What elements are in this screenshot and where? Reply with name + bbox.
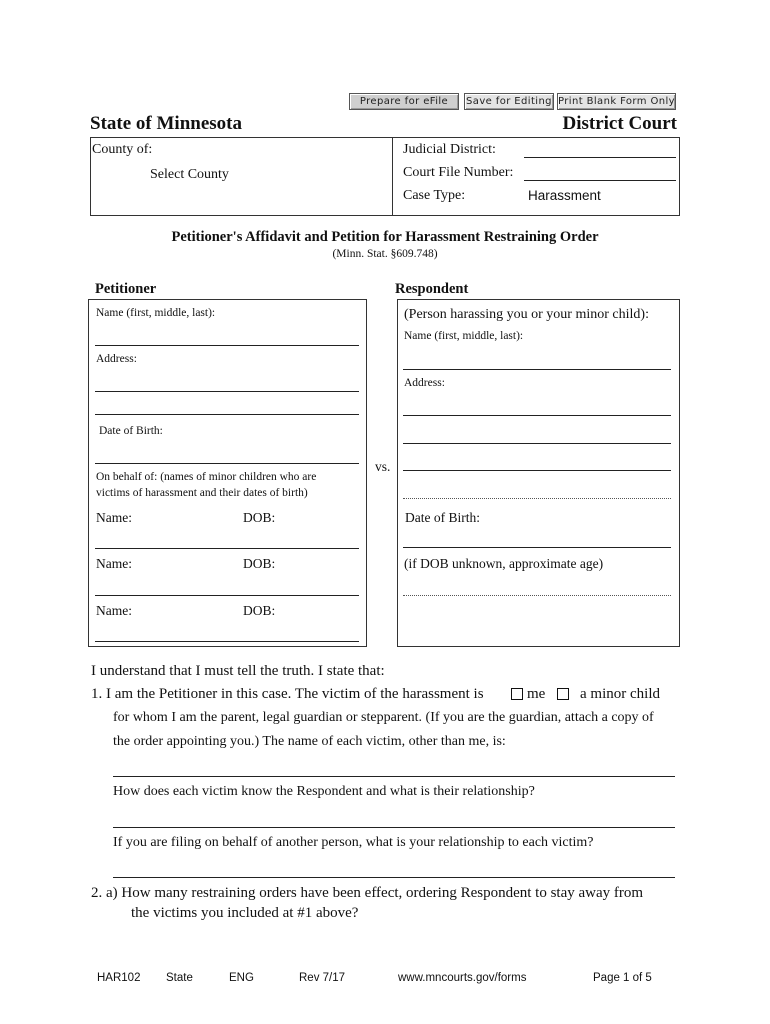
respondent-approx-age-field[interactable] — [403, 595, 671, 596]
q1-line3: the order appointing you.) The name of each victim, other than me, is: — [113, 734, 506, 749]
footer-url[interactable]: www.mncourts.gov/forms — [398, 972, 527, 984]
state-heading: State of Minnesota — [90, 113, 242, 134]
behalf-label-line1: On behalf of: (names of minor children who are — [96, 471, 317, 483]
footer-state: State — [166, 972, 193, 984]
petitioner-name-field[interactable] — [95, 345, 359, 346]
respondent-description: (Person harassing you or your minor child): — [404, 307, 649, 322]
file-number-field[interactable] — [524, 180, 676, 181]
child-1-field[interactable] — [95, 548, 359, 549]
child-2-name-label: Name: — [96, 556, 132, 571]
q1-line2: for whom I am the parent, legal guardian or stepparent. (If you are the guardian, attach a copy of — [113, 710, 654, 725]
petitioner-address-field-1[interactable] — [95, 391, 359, 392]
county-label: County of: — [92, 142, 153, 157]
respondent-name-field[interactable] — [403, 369, 671, 370]
relationship-victim-field[interactable] — [113, 877, 675, 878]
court-heading: District Court — [562, 113, 677, 134]
respondent-heading: Respondent — [395, 281, 469, 297]
child-3-name-label: Name: — [96, 603, 132, 618]
footer-page-number: Page 1 of 5 — [593, 972, 652, 984]
child-2-dob-label: DOB: — [243, 556, 276, 571]
save-for-editing-button[interactable]: Save for Editing — [464, 93, 554, 110]
relationship-respondent-field[interactable] — [113, 827, 675, 828]
county-select[interactable]: Select County — [150, 167, 229, 182]
respondent-address-label: Address: — [404, 377, 445, 389]
child-1-dob-label: DOB: — [243, 510, 276, 525]
child-3-dob-label: DOB: — [243, 603, 276, 618]
petitioner-name-label: Name (first, middle, last): — [96, 307, 216, 319]
respondent-dob-field[interactable] — [403, 547, 671, 548]
respondent-dob-label: Date of Birth: — [405, 510, 480, 525]
truth-statement: I understand that I must tell the truth. I state that: — [91, 663, 385, 679]
respondent-address-field-1[interactable] — [403, 415, 671, 416]
form-title: Petitioner's Affidavit and Petition for Harassment Restraining Order — [171, 229, 599, 245]
footer-revision: Rev 7/17 — [299, 972, 346, 984]
print-blank-form-button[interactable]: Print Blank Form Only — [557, 93, 676, 110]
q1-prefix: 1. I am the Petitioner in this case. The victim of the harassment is — [91, 686, 484, 702]
behalf-label-line2: victims of harassment and their dates of birth) — [96, 487, 308, 499]
petitioner-address-field-2[interactable] — [95, 414, 359, 415]
judicial-district-label: Judicial District: — [403, 142, 496, 157]
child-1-name-label: Name: — [96, 510, 132, 525]
footer-language: ENG — [229, 972, 254, 984]
q1-know-respondent: How does each victim know the Respondent and what is their relationship? — [113, 784, 535, 799]
footer-form-code: HAR102 — [97, 972, 141, 984]
petitioner-dob-field[interactable] — [95, 463, 359, 464]
petitioner-address-label: Address: — [96, 353, 137, 365]
respondent-approx-age-label: (if DOB unknown, approximate age) — [404, 556, 604, 571]
judicial-district-field[interactable] — [524, 157, 676, 158]
respondent-name-label: Name (first, middle, last): — [404, 330, 524, 342]
victim-me-checkbox[interactable] — [511, 688, 523, 700]
file-number-label: Court File Number: — [403, 165, 514, 180]
versus-label: vs. — [375, 459, 391, 474]
petitioner-heading: Petitioner — [95, 281, 157, 297]
victim-me-label: me — [527, 686, 546, 702]
q2-line1: 2. a) How many restraining orders have been effect, ordering Respondent to stay away from — [91, 885, 644, 901]
petitioner-dob-label: Date of Birth: — [99, 425, 163, 437]
respondent-address-field-2[interactable] — [403, 443, 671, 444]
q2-line2: the victims you included at #1 above? — [131, 905, 359, 921]
child-2-field[interactable] — [95, 595, 359, 596]
victim-names-field[interactable] — [113, 776, 675, 777]
child-3-field[interactable] — [95, 641, 359, 642]
victim-minor-child-label: a minor child — [580, 686, 660, 702]
case-type-label: Case Type: — [403, 188, 466, 203]
case-type-value: Harassment — [528, 188, 601, 203]
respondent-address-field-4[interactable] — [403, 498, 671, 499]
victim-minor-child-checkbox[interactable] — [557, 688, 569, 700]
respondent-address-field-3[interactable] — [403, 470, 671, 471]
prepare-for-efile-button[interactable]: Prepare for eFile — [349, 93, 459, 110]
caption-divider — [392, 137, 393, 216]
statute-reference: (Minn. Stat. §609.748) — [332, 248, 438, 260]
q1-relationship-victim: If you are filing on behalf of another person, what is your relationship to each victim? — [113, 835, 594, 850]
